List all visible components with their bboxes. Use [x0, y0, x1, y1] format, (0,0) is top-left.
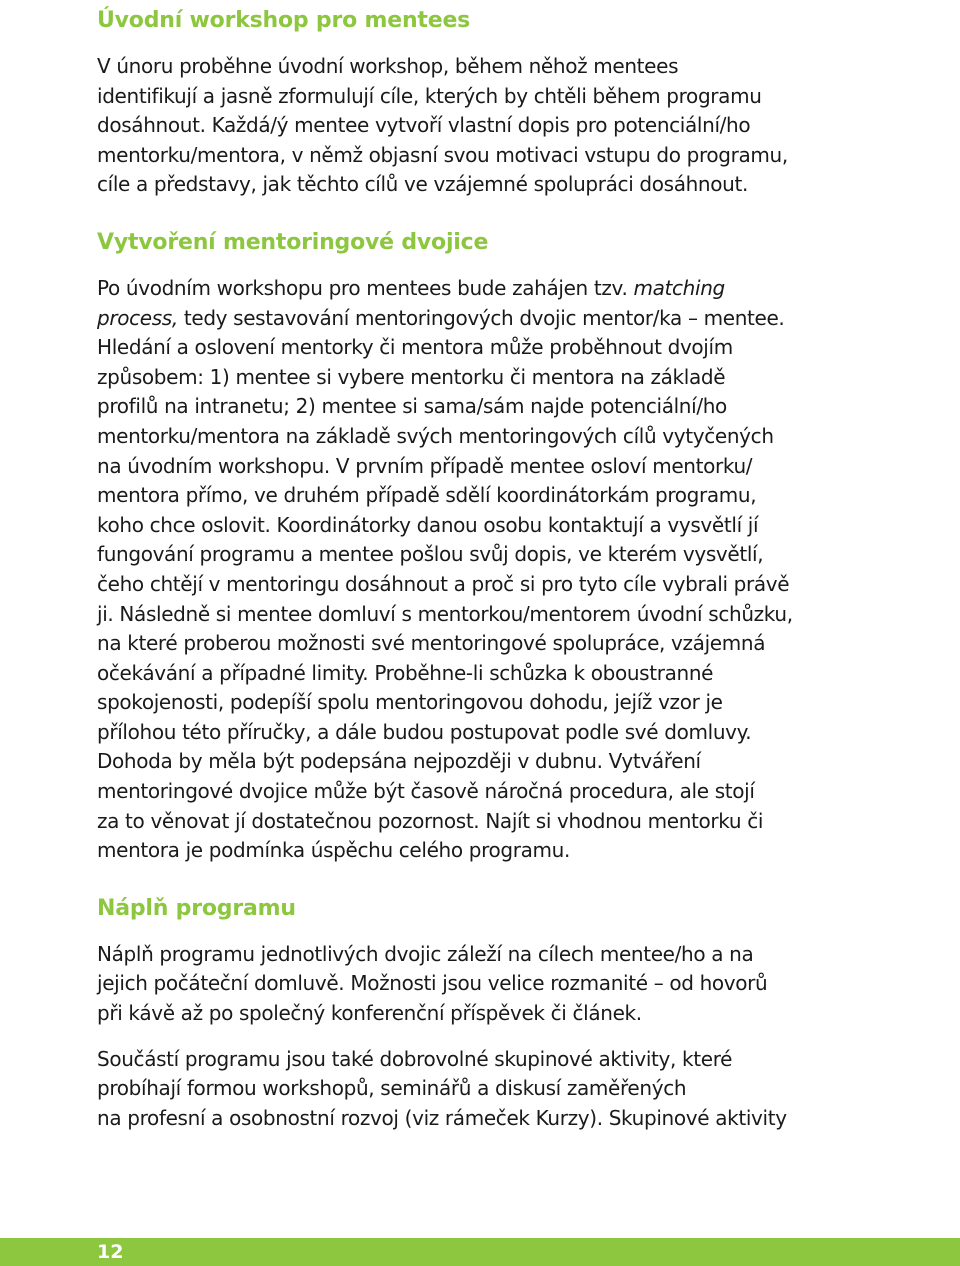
section-heading-mentoring-pair: Vytvoření mentoringové dvojice [97, 229, 489, 255]
text-line: jejich počáteční domluvě. Možnosti jsou velice rozmanité – od hovorů [97, 971, 768, 996]
text-line: čeho chtějí v mentoringu dosáhnout a proč si pro tyto cíle vybrali právě [97, 571, 790, 596]
text-line: mentorku/mentora, v němž objasní svou motivaci vstupu do programu, [97, 142, 788, 167]
text-line: dosáhnout. Každá/ý mentee vytvoří vlastní dopis pro potenciální/ho [97, 113, 751, 138]
text-line: Dohoda by měla být podepsána nejpozději v dubnu. Vytváření [97, 749, 701, 774]
text-line: při kávě až po společný konferenční příspěvek či článek. [97, 1001, 642, 1026]
page-content [97, 6, 887, 1133]
text-line: na profesní a osobnostní rozvoj (viz rámeček Kurzy). Skupinové aktivity [97, 1105, 787, 1130]
text-line: na úvodním workshopu. V prvním případě mentee osloví mentorku/ [97, 453, 753, 478]
text-line: koho chce oslovit. Koordinátorky danou osobu kontaktují a vysvětlí jí [97, 512, 759, 537]
text-line: na které proberou možnosti své mentoringové spolupráce, vzájemná [97, 631, 766, 656]
text-line: mentoringové dvojice může být časově náročná procedura, ale stojí [97, 779, 755, 804]
text-line: probíhají formou workshopů, seminářů a diskusí zaměřených [97, 1076, 687, 1101]
paragraph-intro-workshop [97, 52, 887, 200]
text-line: identifikují a jasně zformulují cíle, kterých by chtěli během programu [97, 83, 762, 108]
text-segment: Po úvodním workshopu pro mentees bude zahájen tzv. [97, 275, 634, 300]
text-line: cíle a představy, jak těchto cílů ve vzájemné spolupráci dosáhnout. [97, 172, 748, 197]
text-line: Součástí programu jsou také dobrovolné skupinové aktivity, které [97, 1046, 733, 1071]
section-heading-program-content: Náplň programu [97, 895, 296, 921]
text-line: mentorku/mentora na základě svých mentoringových cílů vytyčených [97, 423, 774, 448]
text-segment: tedy sestavování mentoringových dvojic mentor/ka – mentee. [177, 305, 785, 330]
paragraph-group-activities [97, 1045, 887, 1134]
page-number: 12 [97, 1241, 124, 1263]
italic-term: process, [97, 305, 178, 330]
paragraph-program-content [97, 940, 887, 1029]
text-line: způsobem: 1) mentee si vybere mentorku či mentora na základě [97, 364, 726, 389]
text-line: mentora přímo, ve druhém případě sdělí koordinátorkám programu, [97, 483, 757, 508]
text-line: přílohou této příručky, a dále budou postupovat podle své domluvy. [97, 719, 752, 744]
text-line: V únoru proběhne úvodní workshop, během něhož mentees [97, 54, 679, 78]
text-line [97, 304, 887, 334]
text-line [97, 274, 887, 304]
text-line: fungování programu a mentee pošlou svůj dopis, ve kterém vysvětlí, [97, 542, 764, 567]
text-line: Náplň programu jednotlivých dvojic záleží na cílech mentee/ho a na [97, 941, 754, 966]
text-line: očekávání a případné limity. Proběhne-li schůzka k oboustranné [97, 660, 714, 685]
footer-bar [0, 1238, 960, 1266]
text-line: profilů na intranetu; 2) mentee si sama/sám najde potenciální/ho [97, 394, 727, 419]
text-line: za to věnovat jí dostatečnou pozornost. Najít si vhodnou mentorku či [97, 808, 764, 833]
italic-term: matching [633, 275, 725, 300]
text-line: spokojenosti, podepíší spolu mentoringovou dohodu, jejíž vzor je [97, 690, 723, 715]
text-line: mentora je podmínka úspěchu celého programu. [97, 838, 571, 863]
section-heading-intro-workshop: Úvodní workshop pro mentees [97, 8, 471, 33]
text-line: Hledání a oslovení mentorky či mentora může proběhnout dvojím [97, 335, 733, 360]
text-line: ji. Následně si mentee domluví s mentorkou/mentorem úvodní schůzku, [97, 601, 793, 626]
paragraph-mentoring-pair [97, 274, 887, 866]
